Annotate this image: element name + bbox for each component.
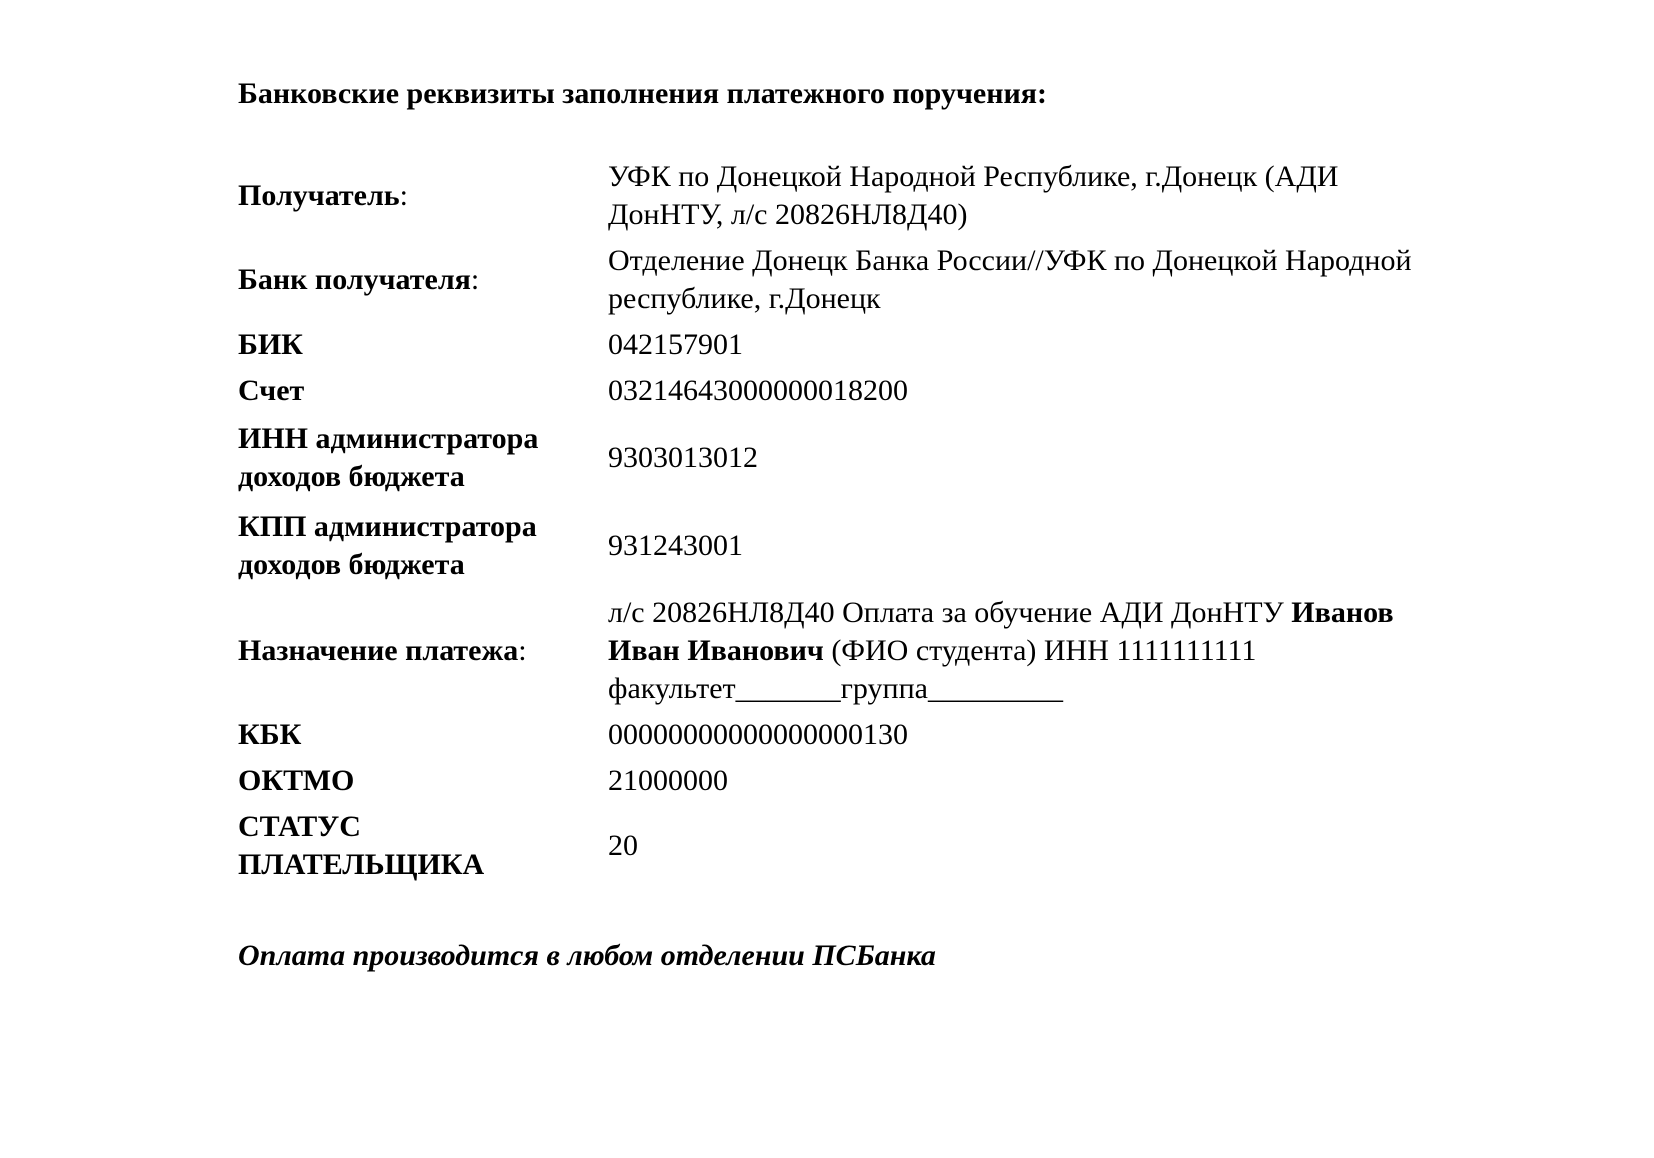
row-inn: [238, 414, 1538, 502]
row-oktmo: [238, 758, 1538, 804]
oktmo-value: 21000000: [608, 764, 728, 797]
footer-note: Оплата производится в любом отделении ПСБанка: [238, 939, 936, 972]
purpose-label: Назначение платежа:: [238, 634, 527, 667]
account-value: 03214643000000018200: [608, 374, 908, 407]
kbk-value: 00000000000000000130: [608, 718, 908, 751]
student-name: Иван Иванович: [608, 634, 824, 667]
recipient-label: Получатель:: [238, 179, 409, 212]
bik-value: 042157901: [608, 328, 743, 361]
row-purpose: [238, 590, 1538, 712]
kpp-label: КПП администратора доходов бюджета: [238, 510, 537, 581]
purpose-value: л/с 20826НЛ8Д40 Оплата за обучение АДИ ДонНТУ Иванов Иван Иванович (ФИО студента) ИНН 1111111111 факультет_______группа_________: [608, 596, 1394, 705]
inn-label: ИНН администратора доходов бюджета: [238, 422, 539, 493]
bik-label: БИК: [238, 328, 303, 361]
student-surname: Иванов: [1291, 596, 1394, 629]
document-heading: Банковские реквизиты заполнения платежного поручения:: [238, 77, 1047, 110]
bank-label: Банк получателя:: [238, 263, 480, 296]
row-kpp: [238, 502, 1538, 590]
account-label: Счет: [238, 374, 305, 407]
row-bank: [238, 238, 1538, 322]
kpp-value: 931243001: [608, 529, 743, 562]
row-recipient: [238, 154, 1538, 238]
inn-value: 9303013012: [608, 441, 758, 474]
status-value: 20: [608, 829, 638, 862]
row-status: [238, 804, 1538, 888]
kbk-label: КБК: [238, 718, 302, 751]
row-kbk: [238, 712, 1538, 758]
oktmo-label: ОКТМО: [238, 764, 355, 797]
row-account: [238, 368, 1538, 414]
status-label: СТАТУС ПЛАТЕЛЬЩИКА: [238, 810, 485, 881]
payment-details-table: [238, 154, 1538, 888]
row-bik: [238, 322, 1538, 368]
bank-value: Отделение Донецк Банка России//УФК по Донецкой Народной республике, г.Донецк: [608, 244, 1412, 315]
recipient-value: УФК по Донецкой Народной Республике, г.Донецк (АДИ ДонНТУ, л/с 20826НЛ8Д40): [608, 160, 1339, 231]
